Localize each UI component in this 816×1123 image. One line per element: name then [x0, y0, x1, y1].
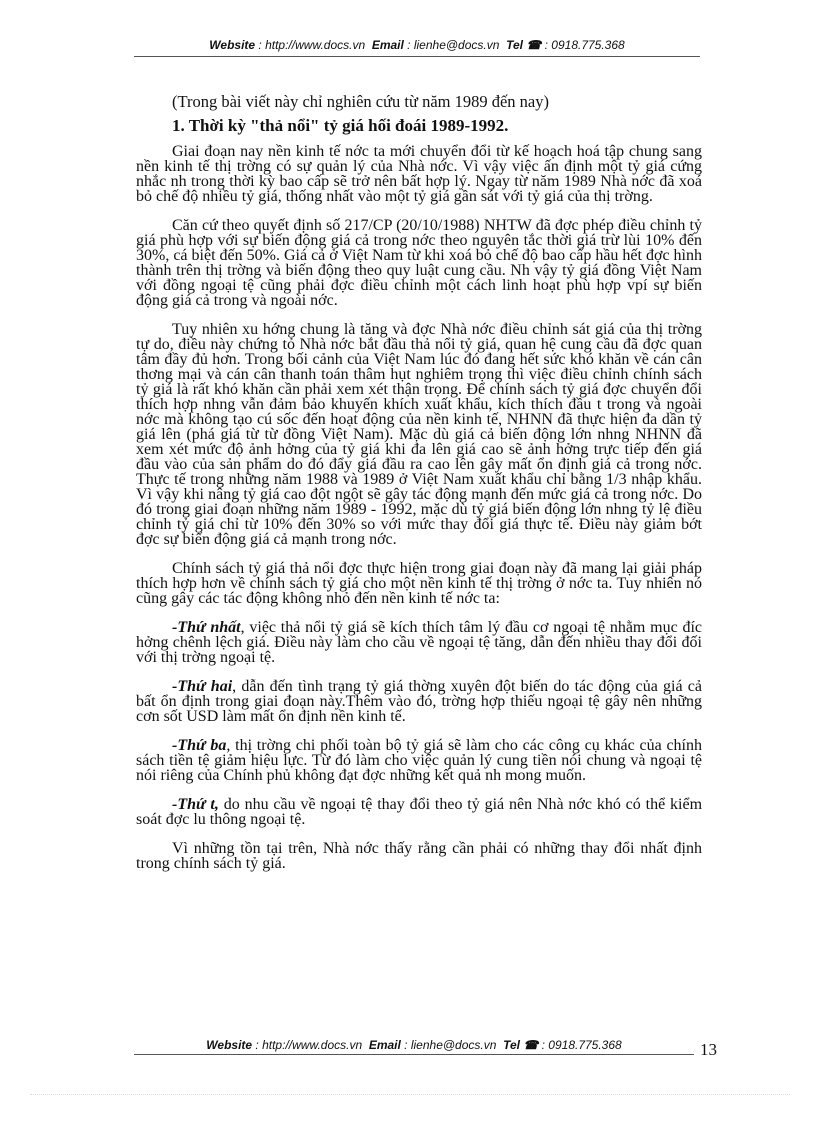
footer-email-label: Email	[368, 1038, 401, 1052]
point-3-text: , thị trờng chi phối toàn bộ tỷ giá sẽ làm cho các công cụ khác của chính sách tiền tệ giảm hiệu lực. Từ đó làm cho việc quản lý cung tiền nói chung và ngoại tệ nói riêng của Chính phủ không đạt đợc những kết quả nh mong muốn.	[136, 737, 702, 784]
footer-tel-value: : 0918.775.368	[541, 1038, 622, 1052]
paragraph-2: Căn cứ theo quyết định số 217/CP (20/10/1988) NHTW đã đợc phép điều chỉnh tỷ giá phù hợp với sự biến động giá cả trong nớc theo nguyên tắc thời giá trừ lùi 10% đến 30%, cá biệt đến 50%. Giá cả ở Việt Nam từ khi xoá bỏ chế độ bao cấp hầu hết đợc hình thành trên thị trờng và biến động theo quy luật cung cầu. Nh vậy tỷ giá đồng Việt Nam với đồng ngoại tệ cũng phải đợc điều chỉnh một cách linh hoạt phù hợp vpí sự biến động giá cả trong và ngoài nớc.	[136, 217, 702, 309]
tel-value: : 0918.775.368	[544, 38, 625, 52]
point-2	[136, 679, 702, 724]
phone-icon: ☎	[526, 38, 542, 52]
point-1	[136, 620, 702, 665]
footer-email-value: : lienhe@docs.vn	[404, 1038, 497, 1052]
page-bottom-divider	[30, 1094, 790, 1095]
footer-website-value: : http://www.docs.vn	[255, 1038, 363, 1052]
point-4-lead: -Thứ t,	[172, 796, 219, 813]
point-3-lead: -Thứ ba	[172, 737, 227, 754]
email-value: : lienhe@docs.vn	[407, 38, 500, 52]
point-4	[136, 797, 702, 827]
point-2-text: , dẫn đến tình trạng tỷ giá thờng xuyên đột biến do tác động của giá cả bất ổn định trong giai đoạn này.Thêm vào đó, trờng hợp thiếu ngoại tệ gây nên những cơn sốt USD làm mất ổn định nền kinh tế.	[136, 678, 702, 725]
point-1-lead: -Thứ nhất	[172, 619, 241, 636]
document-body	[136, 92, 702, 885]
email-label: Email	[371, 38, 404, 52]
footer-tel-label: Tel	[503, 1038, 520, 1052]
page-header	[134, 38, 700, 57]
section-subtitle: (Trong bài viết này chỉ nghiên cứu từ năm 1989 đến nay)	[172, 92, 549, 111]
point-3	[136, 738, 702, 783]
footer-phone-icon: ☎	[523, 1038, 539, 1052]
paragraph-4: Chính sách tỷ giá thả nổi đợc thực hiện trong giai đoạn này đã mang lại giải pháp thích hợp hơn về chính sách tỷ giá cho một nền kinh tế thị trờng ở nớc ta. Tuy nhiên nó cũng gây các tác động không nhỏ đến nền kinh tế nớc ta:	[136, 560, 702, 607]
website-label: Website	[209, 38, 256, 52]
website-value: : http://www.docs.vn	[258, 38, 366, 52]
paragraph-1: Giai đoạn nay nền kinh tế nớc ta mới chuyển đổi từ kế hoạch hoá tập chung sang nền kinh tế thị trờng có sự quản lý của Nhà nớc. Vì vậy việc ấn định một tỷ giá cứng nhắc nh trong thời kỳ bao cấp sẽ trở nên bất hợp lý. Ngay từ năm 1989 Nhà nớc đã xoá bỏ chế độ nhiều tỷ giá, thống nhất vào một tỷ giá gần sát với tỷ giá của thị trờng.	[136, 143, 702, 205]
section-heading: 1. Thời kỳ "thả nổi" tỷ giá hối đoái 1989-1992.	[172, 116, 509, 135]
point-4-text: do nhu cầu về ngoại tệ thay đổi theo tỷ giá nên Nhà nớc khó có thể kiểm soát đợc lu thông ngoại tệ.	[136, 796, 703, 828]
page-footer	[134, 1038, 694, 1055]
footer-website-label: Website	[206, 1038, 253, 1052]
page-number: 13	[700, 1040, 717, 1059]
paragraph-3: Tuy nhiên xu hớng chung là tăng và đợc Nhà nớc điều chỉnh sát giá của thị trờng tự do, điều này chứng tỏ Nhà nớc bắt đầu thả nổi tỷ giá, quan hệ cung cầu đã đợc quan tâm đầy đủ hơn. Trong bối cảnh của Việt Nam lúc đó đang hết sức khó khăn về cán cân thơng mại và cán cân thanh toán thâm hụt nghiêm trọng thì việc điều chỉnh chính sách tỷ giá là rất khó khăn cần phải xem xét thận trọng. Để chính sách tỷ giá đợc chuyển đổi thích hợp nhng vẫn đảm bảo khuyến khích xuất khẩu, kích thích đầu t trong và ngoài nớc mà không tạo cú sốc đến hoạt động của nền kinh tế, NHNN đã thực hiện đa dần tỷ giá lên (phá giá từ từ đồng Việt Nam). Mặc dù giá cả biến động lớn nhng NHNN đã xem xét mức độ ảnh hởng của tỷ giá khi đa lên giá cao sẽ ảnh hởng trực tiếp đến giá đầu vào của sản phẩm do đó đẩy giá đầu ra cao lên gây mất ổn định giá cả trong nớc. Thực tế trong những năm 1988 và 1989 ở Việt Nam xuất khẩu chỉ bằng 1/3 nhập khẩu. Vì vậy khi nâng tỷ giá cao đột ngột sẽ gây tác động mạnh đến mức giá cả trong nớc. Do đó trong giai đoạn những năm 1989 - 1992, mặc dù tỷ giá biến động lớn nhng tỷ lệ điều chỉnh tỷ giá chỉ từ 10% đến 30% so với mức thay đổi giá thực tế. Điều này giảm bớt đợc sự biến động giá cả mạnh trong nớc.	[136, 321, 702, 548]
point-1-text: , việc thả nổi tỷ giá sẽ kích thích tâm lý đầu cơ ngoại tệ nhằm mục đíc hởng chênh lệch giá. Điều này làm cho cầu về ngoại tệ tăng, dẫn đến nhiều thay đổi đối với thị trờng ngoại tệ.	[136, 619, 703, 666]
closing-paragraph: Vì những tồn tại trên, Nhà nớc thấy rằng cần phải có những thay đổi nhất định trong chính sách tỷ giá.	[136, 840, 702, 872]
tel-label: Tel	[506, 38, 523, 52]
point-2-lead: -Thứ hai	[172, 678, 233, 695]
